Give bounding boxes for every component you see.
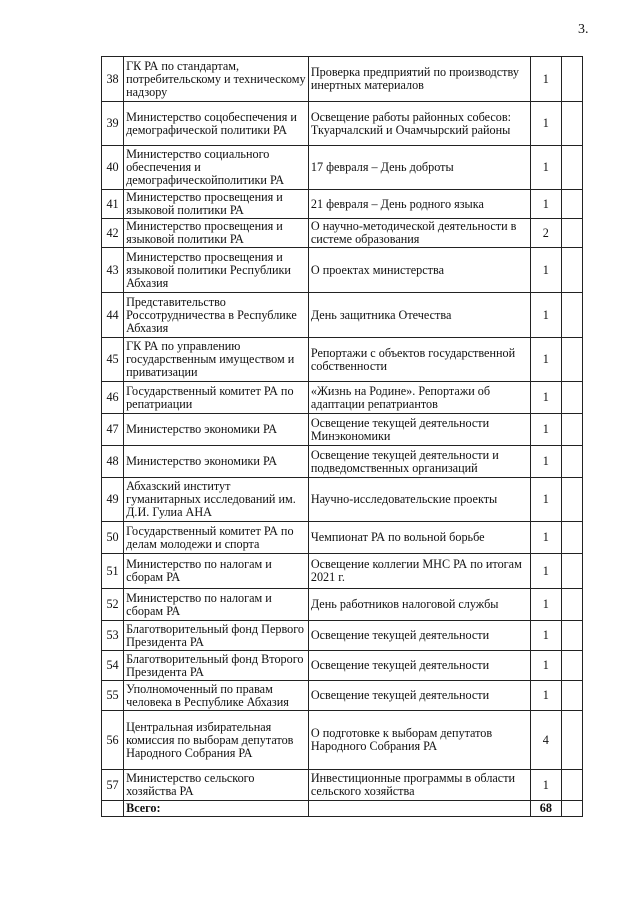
row-number: 45 (102, 338, 124, 382)
empty-cell (561, 57, 582, 102)
row-number: 39 (102, 102, 124, 146)
empty-cell (561, 478, 582, 522)
organization-cell: Благотворительный фонд Первого Президента РА (124, 621, 309, 651)
row-number: 44 (102, 293, 124, 338)
organization-cell: Министерство по налогам и сборам РА (124, 589, 309, 621)
table-row (102, 681, 583, 711)
empty-cell (561, 414, 582, 446)
empty-cell (561, 651, 582, 681)
organization-cell: Представительство Россотрудничества в Республике Абхазия (124, 293, 309, 338)
topic-cell: Инвестиционные программы в области сельского хозяйства (308, 770, 530, 801)
topic-cell: Репортажи с объектов государственной собственности (308, 338, 530, 382)
count-cell: 1 (530, 554, 561, 589)
topic-cell: Проверка предприятий по производству инертных материалов (308, 57, 530, 102)
organization-cell: Министерство просвещения и языковой политики РА (124, 219, 309, 248)
row-number: 54 (102, 651, 124, 681)
empty-cell (561, 589, 582, 621)
count-cell: 1 (530, 770, 561, 801)
topic-cell: 17 февраля – День доброты (308, 146, 530, 190)
topic-cell: День защитника Отечества (308, 293, 530, 338)
count-cell: 4 (530, 711, 561, 770)
table-row (102, 219, 583, 248)
row-number: 53 (102, 621, 124, 651)
organization-cell: Государственный комитет РА по делам молодежи и спорта (124, 522, 309, 554)
row-number: 38 (102, 57, 124, 102)
topic-cell: Освещение текущей деятельности (308, 651, 530, 681)
row-number: 42 (102, 219, 124, 248)
row-number: 52 (102, 589, 124, 621)
count-cell: 1 (530, 190, 561, 219)
count-cell: 1 (530, 651, 561, 681)
topic-cell: Чемпионат РА по вольной борьбе (308, 522, 530, 554)
empty-cell (561, 102, 582, 146)
row-number: 57 (102, 770, 124, 801)
table-row (102, 190, 583, 219)
empty-cell (561, 681, 582, 711)
table-row (102, 651, 583, 681)
row-number: 41 (102, 190, 124, 219)
organization-cell: Абхазский институт гуманитарных исследований им. Д.И. Гулиа АНА (124, 478, 309, 522)
empty-cell (561, 190, 582, 219)
table-row (102, 57, 583, 102)
topic-cell: Освещение текущей деятельности Минэкономики (308, 414, 530, 446)
table-row (102, 248, 583, 293)
organization-cell: Государственный комитет РА по репатриации (124, 382, 309, 414)
table-row (102, 589, 583, 621)
row-number: 43 (102, 248, 124, 293)
count-cell: 2 (530, 219, 561, 248)
count-cell: 1 (530, 621, 561, 651)
organization-cell: Министерство просвещения и языковой политики Республики Абхазия (124, 248, 309, 293)
table-row (102, 102, 583, 146)
topic-cell: Освещение текущей деятельности и подведомственных организаций (308, 446, 530, 478)
empty-cell (561, 770, 582, 801)
topic-cell: О научно-методической деятельности в системе образования (308, 219, 530, 248)
organization-cell: Уполномоченный по правам человека в Республике Абхазия (124, 681, 309, 711)
row-number: 51 (102, 554, 124, 589)
row-number: 48 (102, 446, 124, 478)
empty-cell (561, 146, 582, 190)
table-row (102, 621, 583, 651)
empty-cell (561, 801, 582, 817)
row-number: 50 (102, 522, 124, 554)
empty-cell (561, 446, 582, 478)
topic-cell: Освещение работы районных собесов: Ткуарчалский и Очамчырский районы (308, 102, 530, 146)
empty-cell (561, 248, 582, 293)
table-row (102, 414, 583, 446)
total-row (102, 801, 583, 817)
topic-cell: «Жизнь на Родине». Репортажи об адаптации репатриантов (308, 382, 530, 414)
count-cell: 1 (530, 382, 561, 414)
topic-cell: 21 февраля – День родного языка (308, 190, 530, 219)
table-row (102, 293, 583, 338)
topic-cell: Освещение текущей деятельности (308, 621, 530, 651)
topic-cell: О подготовке к выборам депутатов Народного Собрания РА (308, 711, 530, 770)
table-row (102, 146, 583, 190)
empty-cell (561, 711, 582, 770)
topic-cell: Освещение текущей деятельности (308, 681, 530, 711)
count-cell: 1 (530, 248, 561, 293)
row-number: 55 (102, 681, 124, 711)
row-number: 56 (102, 711, 124, 770)
organization-cell: ГК РА по стандартам, потребительскому и техническому надзору (124, 57, 309, 102)
organization-cell: Центральная избирательная комиссия по выборам депутатов Народного Собрания РА (124, 711, 309, 770)
count-cell: 1 (530, 589, 561, 621)
organization-cell: Министерство экономики РА (124, 446, 309, 478)
count-cell: 1 (530, 522, 561, 554)
count-cell: 1 (530, 57, 561, 102)
table-row (102, 478, 583, 522)
row-number: 40 (102, 146, 124, 190)
table-row (102, 338, 583, 382)
count-cell: 1 (530, 338, 561, 382)
empty-cell (561, 338, 582, 382)
empty-cell (561, 522, 582, 554)
table-row (102, 382, 583, 414)
total-label: Всего: (124, 801, 309, 817)
count-cell: 1 (530, 102, 561, 146)
organization-cell: Министерство соцобеспечения и демографической политики РА (124, 102, 309, 146)
table-row (102, 522, 583, 554)
topic-cell: День работников налоговой службы (308, 589, 530, 621)
topic-cell: Освещение коллегии МНС РА по итогам 2021 г. (308, 554, 530, 589)
row-number: 49 (102, 478, 124, 522)
count-cell: 1 (530, 478, 561, 522)
table-row (102, 770, 583, 801)
table-row (102, 554, 583, 589)
row-number: 47 (102, 414, 124, 446)
count-cell: 1 (530, 681, 561, 711)
empty-cell (561, 219, 582, 248)
organization-cell: Министерство экономики РА (124, 414, 309, 446)
organization-cell: Министерство по налогам и сборам РА (124, 554, 309, 589)
organization-cell: Министерство социального обеспечения и демографическойполитики РА (124, 146, 309, 190)
organization-cell: Министерство сельского хозяйства РА (124, 770, 309, 801)
total-count: 68 (530, 801, 561, 817)
row-number: 46 (102, 382, 124, 414)
count-cell: 1 (530, 146, 561, 190)
organization-cell: Министерство просвещения и языковой политики РА (124, 190, 309, 219)
empty-cell (561, 554, 582, 589)
empty-cell (561, 293, 582, 338)
table-row (102, 711, 583, 770)
count-cell: 1 (530, 446, 561, 478)
count-cell: 1 (530, 293, 561, 338)
empty-cell (308, 801, 530, 817)
table-row (102, 446, 583, 478)
empty-cell (561, 382, 582, 414)
empty-cell (561, 621, 582, 651)
page-number: 3. (578, 22, 589, 37)
organization-cell: Благотворительный фонд Второго Президента РА (124, 651, 309, 681)
media-plan-table (101, 56, 583, 817)
organization-cell: ГК РА по управлению государственным имуществом и приватизации (124, 338, 309, 382)
topic-cell: О проектах министерства (308, 248, 530, 293)
count-cell: 1 (530, 414, 561, 446)
empty-cell (102, 801, 124, 817)
topic-cell: Научно-исследовательские проекты (308, 478, 530, 522)
